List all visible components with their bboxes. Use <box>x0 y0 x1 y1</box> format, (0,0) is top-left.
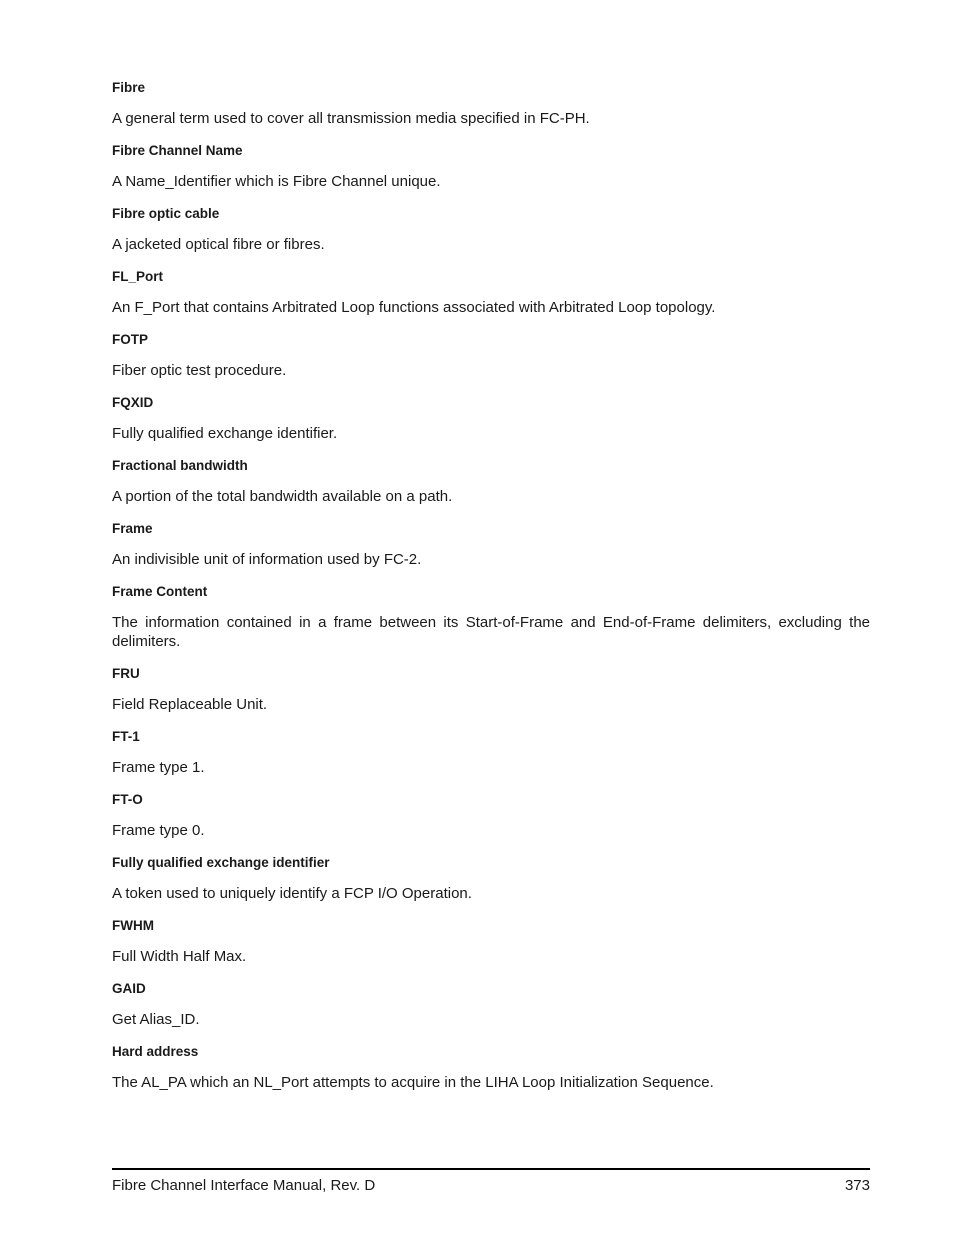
glossary-definition: Field Replaceable Unit. <box>112 696 268 713</box>
glossary-definition: Fiber optic test procedure. <box>112 362 287 379</box>
glossary-definition: A general term used to cover all transmission media specified in FC-PH. <box>112 110 590 127</box>
glossary-term: FOTP <box>112 332 148 347</box>
glossary-list <box>112 79 870 1092</box>
glossary-entry <box>112 520 870 569</box>
glossary-definition: Fully qualified exchange identifier. <box>112 425 338 442</box>
glossary-term: Fibre Channel Name <box>112 143 243 158</box>
glossary-definition: A portion of the total bandwidth available on a path. <box>112 488 453 505</box>
footer-row <box>112 1170 870 1195</box>
glossary-entry <box>112 394 870 443</box>
glossary-entry <box>112 1043 870 1092</box>
glossary-term: Frame Content <box>112 584 208 599</box>
glossary-term: Fractional bandwidth <box>112 458 248 473</box>
glossary-definition: Frame type 1. <box>112 759 205 776</box>
glossary-definition: An F_Port that contains Arbitrated Loop functions associated with Arbitrated Loop topology. <box>112 299 716 316</box>
glossary-entry <box>112 142 870 191</box>
glossary-entry <box>112 728 870 777</box>
glossary-entry <box>112 457 870 506</box>
glossary-entry <box>112 665 870 714</box>
glossary-term: GAID <box>112 981 146 996</box>
glossary-definition: A Name_Identifier which is Fibre Channel unique. <box>112 173 441 190</box>
glossary-entry <box>112 268 870 317</box>
glossary-entry <box>112 205 870 254</box>
glossary-term: Fully qualified exchange identifier <box>112 855 330 870</box>
page-footer <box>112 1168 870 1195</box>
glossary-term: FT-1 <box>112 729 140 744</box>
glossary-definition: Get Alias_ID. <box>112 1011 200 1028</box>
glossary-entry <box>112 79 870 128</box>
footer-manual-title: Fibre Channel Interface Manual, Rev. D <box>112 1177 376 1194</box>
glossary-term: FT-O <box>112 792 143 807</box>
glossary-entry <box>112 331 870 380</box>
glossary-definition: An indivisible unit of information used by FC-2. <box>112 551 422 568</box>
glossary-definition: The AL_PA which an NL_Port attempts to acquire in the LIHA Loop Initialization Sequence. <box>112 1074 714 1091</box>
glossary-term: FRU <box>112 666 140 681</box>
glossary-term: FWHM <box>112 918 154 933</box>
glossary-entry <box>112 854 870 903</box>
glossary-term: FL_Port <box>112 269 164 284</box>
footer-page-number: 373 <box>844 1177 870 1194</box>
glossary-entry <box>112 980 870 1029</box>
glossary-entry <box>112 791 870 840</box>
glossary-entry <box>112 917 870 966</box>
glossary-definition: The information contained in a frame between its Start-of-Frame and End-of-Frame delimiters, excluding the delimiters. <box>112 614 870 650</box>
glossary-definition: A token used to uniquely identify a FCP I/O Operation. <box>112 885 472 902</box>
glossary-term: Frame <box>112 521 153 536</box>
glossary-definition: Full Width Half Max. <box>112 948 247 965</box>
glossary-term: Fibre <box>112 80 146 95</box>
glossary-term: Hard address <box>112 1044 199 1059</box>
glossary-entry <box>112 583 870 651</box>
glossary-term: Fibre optic cable <box>112 206 220 221</box>
glossary-term: FQXID <box>112 395 154 410</box>
glossary-definition: A jacketed optical fibre or fibres. <box>112 236 325 253</box>
glossary-definition: Frame type 0. <box>112 822 205 839</box>
